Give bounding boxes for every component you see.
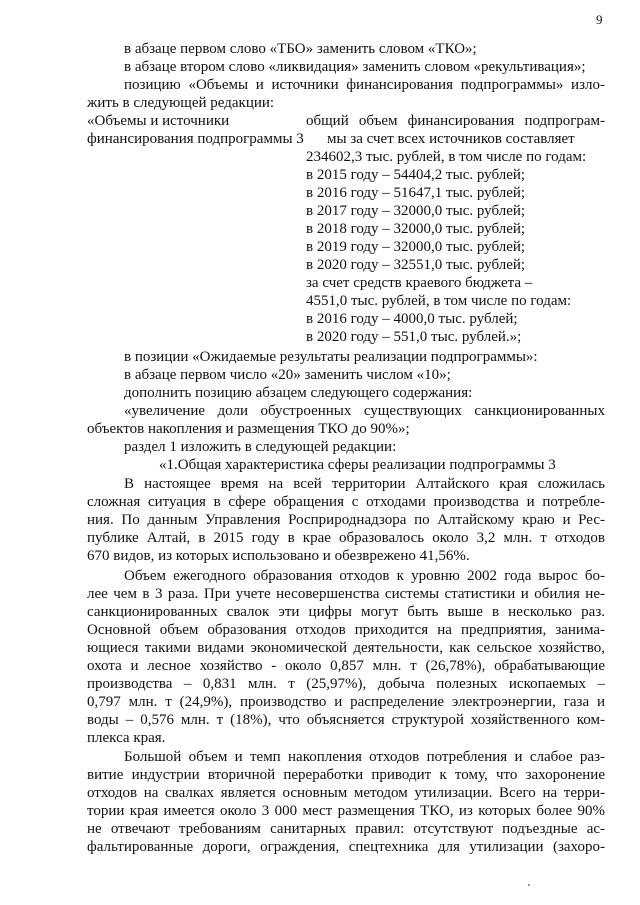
text-line: воды – 0,576 млн. т (18%), что объясняется структурой хозяйственного ком- [87,712,605,728]
text-line: Объем ежегодного образования отходов к уровню 2002 года вырос бо- [124,568,605,584]
table-right-line: 4551,0 тыс. рублей, в том числе по годам: [306,293,572,309]
text-line: не отвечают требованиям санитарных правил: отсутствуют подъездные ас- [87,821,605,837]
text-line: «увеличение доли обустроенных существующих санкционированных [124,403,605,419]
text-line: В настоящее время на всей территории Алтайского края сложилась [124,476,605,492]
table-left-label: финансирования подпрограммы 3 [87,131,304,147]
table-right-line: в 2016 году – 51647,1 тыс. рублей; [306,185,526,201]
text-line: тории края имеется около 3 000 мест размещения ТКО, из которых более 90% [87,803,605,819]
text-line: в позиции «Ожидаемые результаты реализации подпрограммы»: [124,349,538,365]
text-line: жить в следующей редакции: [87,95,275,111]
text-line: ющиеся такими видами экономической деятельности, как сельское хозяйство, [87,640,605,656]
text-line: фальтированные дороги, ограждения, спецтехника для утилизации (захоро- [87,839,605,855]
text-line: Большой объем и темп накопления отходов потребления и слабое раз- [124,749,605,765]
text-line: плекса края. [87,730,166,746]
scan-speck [528,884,530,886]
table-right-line: в 2020 году – 32551,0 тыс. рублей; [306,257,526,273]
text-line: санкционированных свалок эти цифры могут быть выше в несколько раз. [87,604,605,620]
section-heading: «1.Общая характеристика сферы реализации подпрограммы 3 [159,457,556,473]
text-line: в абзаце первом слово «ТБО» заменить словом «ТКО»; [124,41,477,57]
table-right-line: 234602,3 тыс. рублей, в том числе по годам: [306,149,587,165]
table-right-line: в 2016 году – 4000,0 тыс. рублей; [306,311,518,327]
text-line: отходов на свалках является основным методом утилизации. Всего на терри- [87,785,605,801]
text-line: позицию «Объемы и источники финансирования подпрограммы» изло- [124,77,605,93]
text-line: раздел 1 изложить в следующей редакции: [124,439,397,455]
text-line: в абзаце втором слово «ликвидация» заменить словом «рекультивация»; [124,59,586,75]
table-right-line: в 2015 году – 54404,2 тыс. рублей; [306,167,526,183]
table-right-line: мы за счет всех источников составляет [327,131,575,147]
text-line: ния. По данным Управления Росприроднадзора по Алтайскому краю и Рес- [87,512,605,528]
text-line: 0,797 млн. т (24,9%), производство и распределение электроэнергии, газа и [87,694,605,710]
table-right-line: в 2018 году – 32000,0 тыс. рублей; [306,221,526,237]
text-line: производства – 0,831 млн. т (25,97%), добыча полезных ископаемых – [87,676,605,692]
table-right-line: общий объем финансирования подпрограм- [306,113,605,129]
text-line: Основной объем образования отходов приходится на предприятия, занима- [87,622,605,638]
text-line: сложная ситуация в сфере обращения с отходами производства и потребле- [87,494,605,510]
table-right-line: в 2020 году – 551,0 тыс. рублей.»; [306,329,522,345]
text-line: охота и лесное хозяйство - около 0,857 млн. т (26,78%), обрабатывающие [87,658,605,674]
text-line: публике Алтай, в 2015 году в крае образовалось около 3,2 млн. т отходов [87,530,605,546]
text-line: объектов накопления и размещения ТКО до 90%»; [87,421,410,437]
text-line: в абзаце первом число «20» заменить числом «10»; [124,367,451,383]
text-line: лее чем в 3 раза. При учете несовершенства системы статистики и обилия не- [87,586,605,602]
page-number: 9 [596,12,603,27]
text-line: 670 видов, из которых использовано и обезврежено 41,56%. [87,548,470,564]
table-right-line: в 2019 году – 32000,0 тыс. рублей; [306,239,526,255]
text-line: витие индустрии вторичной переработки приводит к тому, что захоронение [87,767,605,783]
text-line: дополнить позицию абзацем следующего содержания: [124,385,473,401]
table-left-label: «Объемы и источники [87,113,230,129]
table-right-line: в 2017 году – 32000,0 тыс. рублей; [306,203,526,219]
table-right-line: за счет средств краевого бюджета – [306,275,533,291]
